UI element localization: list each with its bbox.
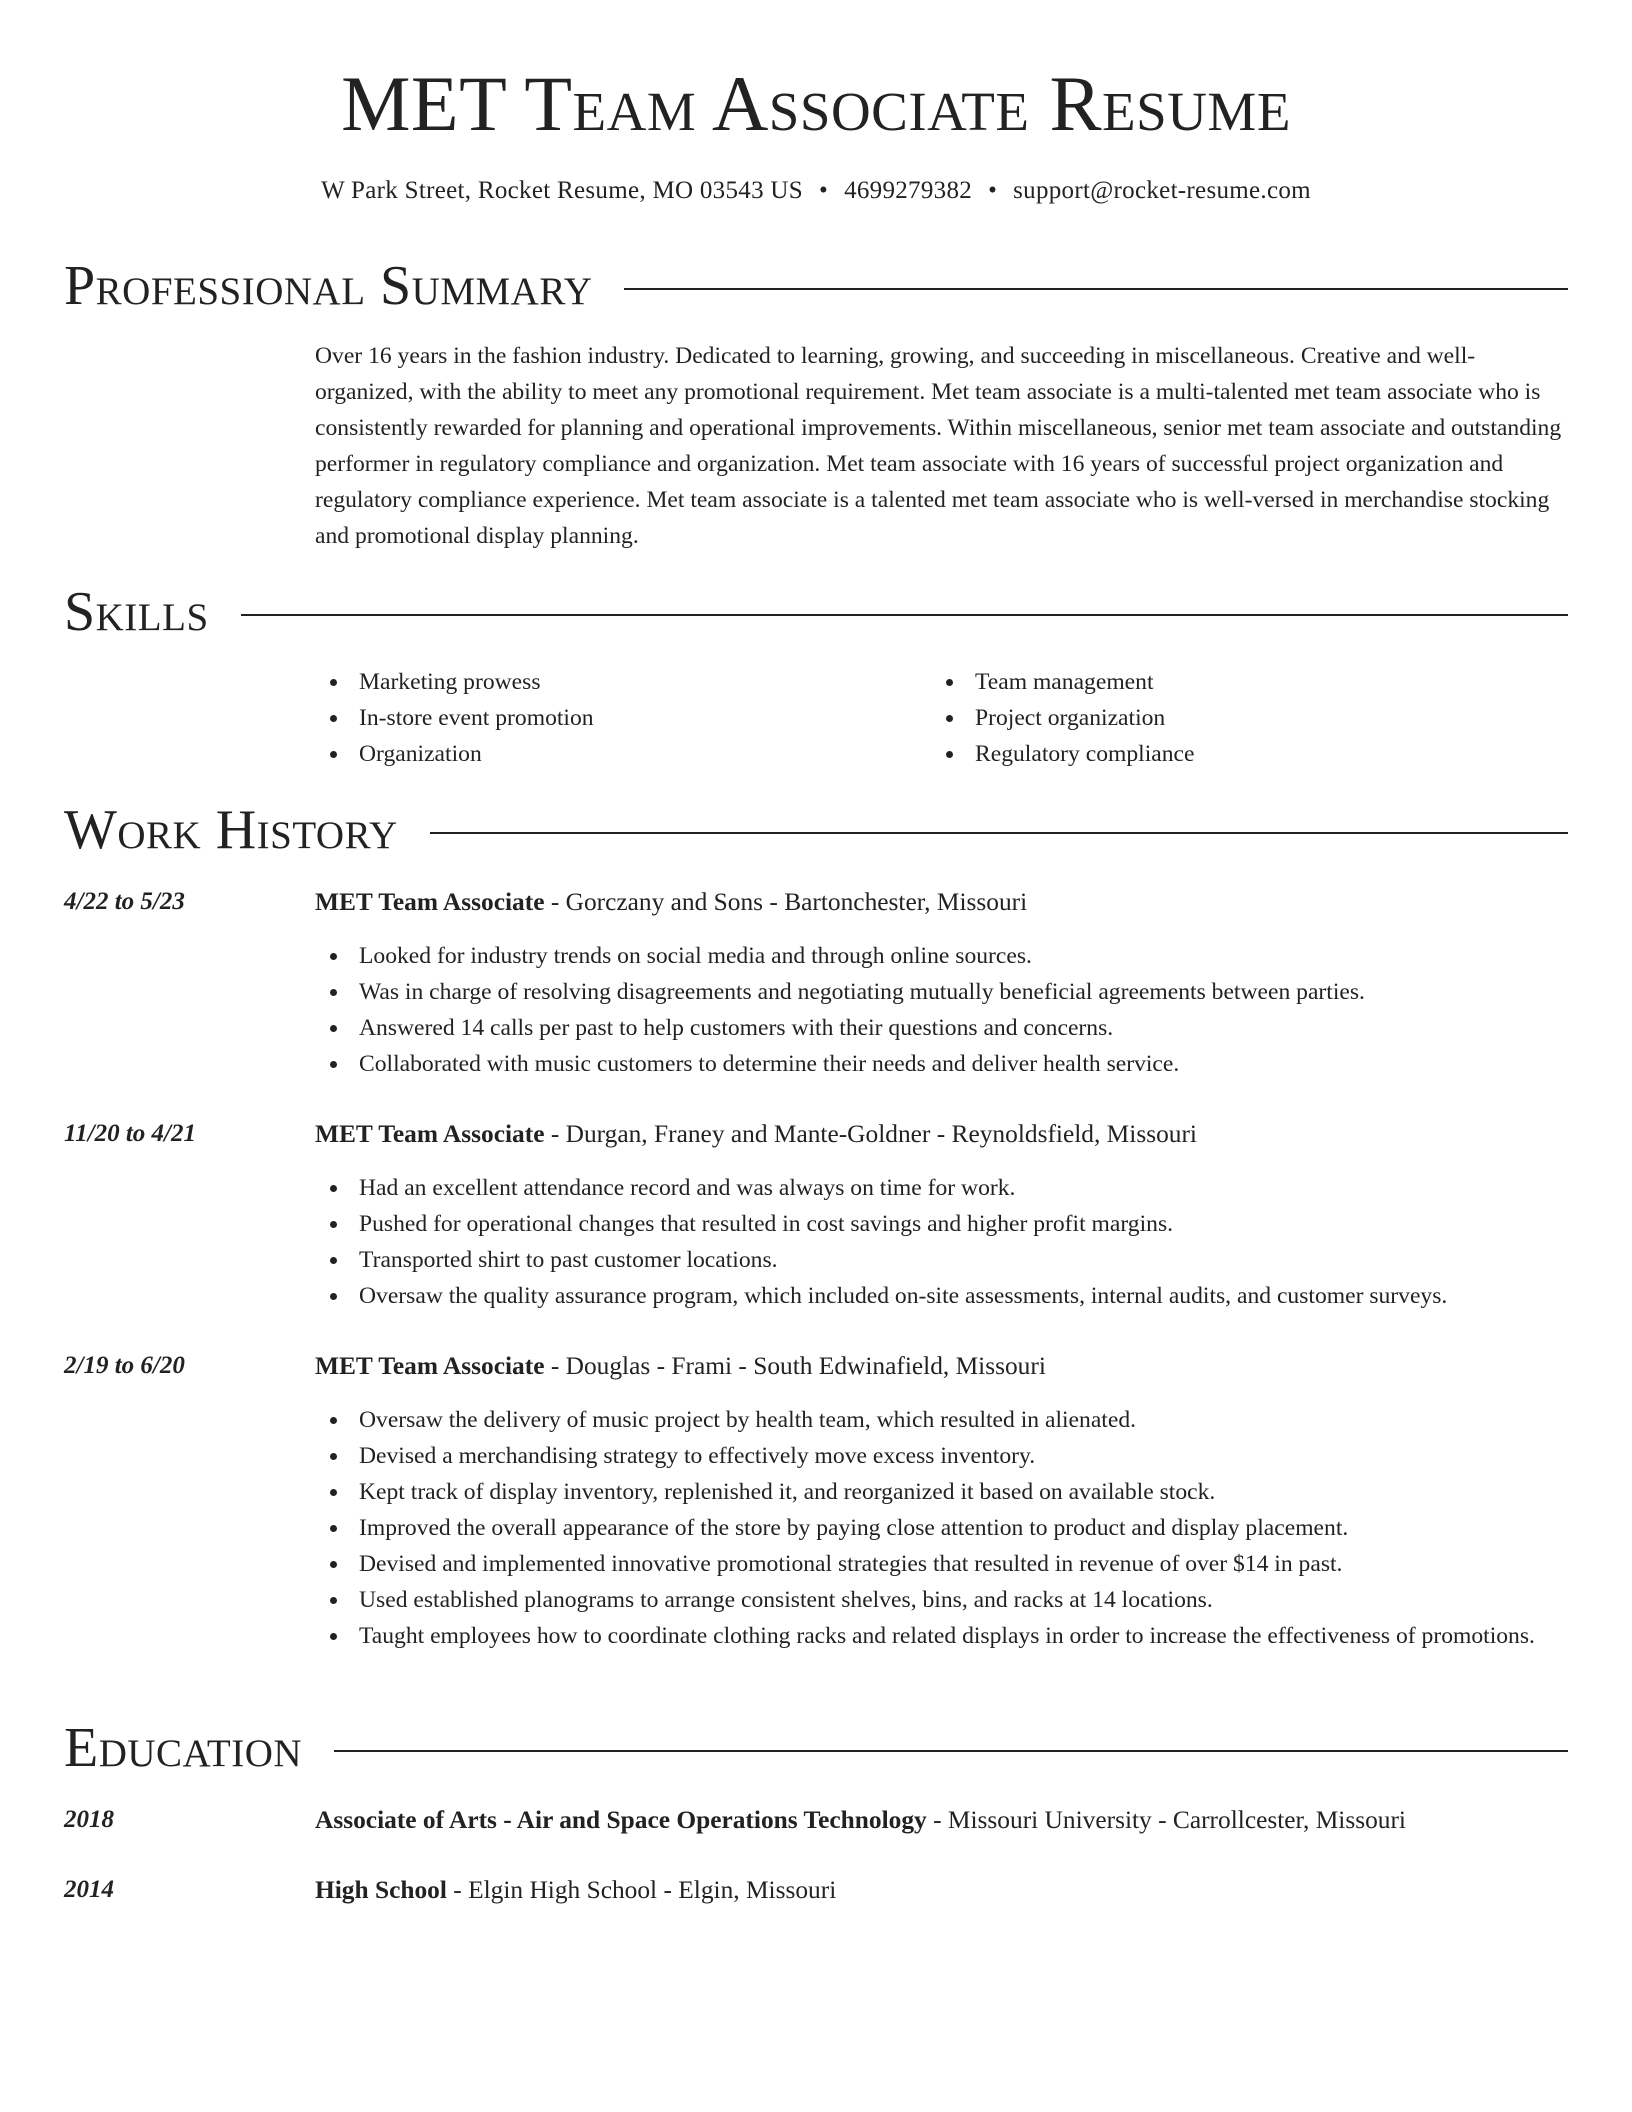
job-role: MET Team Associate	[315, 1352, 545, 1380]
job-employer: - Durgan, Franey and Mante-Goldner - Reynoldsfield, Missouri	[544, 1120, 1197, 1148]
education-year: 2018	[64, 1806, 114, 1833]
job-employer: - Gorczany and Sons - Bartonchester, Missouri	[544, 888, 1028, 916]
job-bullet: Answered 14 calls per past to help customers with their questions and concerns.	[315, 1010, 1568, 1046]
contact-address: W Park Street, Rocket Resume, MO 03543 US	[321, 177, 803, 204]
job-bullet: Oversaw the quality assurance program, which included on-site assessments, internal audits, and customer surveys.	[315, 1278, 1568, 1314]
job-bullet: Improved the overall appearance of the store by paying close attention to product and display placement.	[315, 1510, 1568, 1546]
education-line	[315, 1802, 1568, 1838]
skill-item: Marketing prowess	[315, 664, 875, 700]
section-title-summary: Professional Summary	[64, 255, 593, 317]
job-bullet: Taught employees how to coordinate clothing racks and related displays in order to increase the effectiveness of promotions.	[315, 1618, 1568, 1654]
skill-item: Regulatory compliance	[931, 736, 1491, 772]
job-responsibilities	[315, 1402, 1568, 1654]
section-divider	[334, 1750, 1568, 1752]
skills-column-left	[315, 664, 875, 772]
job-responsibilities	[315, 1170, 1568, 1314]
contact-phone: 4699279382	[844, 177, 973, 204]
section-title-work: Work History	[64, 799, 398, 861]
job-role: MET Team Associate	[315, 1120, 545, 1148]
job-bullet: Pushed for operational changes that resulted in cost savings and higher profit margins.	[315, 1206, 1568, 1242]
section-title-skills: Skills	[64, 581, 209, 643]
job-responsibilities	[315, 938, 1568, 1082]
job-employer: - Douglas - Frami - South Edwinafield, Missouri	[544, 1352, 1046, 1380]
section-header-skills	[64, 580, 1568, 644]
job-bullet: Oversaw the delivery of music project by health team, which resulted in alienated.	[315, 1402, 1568, 1438]
section-title-education: Education	[64, 1717, 303, 1779]
skill-item: Project organization	[931, 700, 1491, 736]
job-title-line	[315, 884, 1568, 920]
education-line	[315, 1872, 1568, 1908]
section-divider	[430, 832, 1568, 834]
job-bullet: Used established planograms to arrange consistent shelves, bins, and racks at 14 locations.	[315, 1582, 1568, 1618]
job-title-line	[315, 1116, 1568, 1152]
contact-separator: •	[988, 177, 998, 204]
job-bullet: Transported shirt to past customer locations.	[315, 1242, 1568, 1278]
job-dates: 11/20 to 4/21	[64, 1120, 196, 1147]
job-bullet: Devised and implemented innovative promotional strategies that resulted in revenue of over $14 in past.	[315, 1546, 1568, 1582]
education-school: - Missouri University - Carrollcester, Missouri	[926, 1806, 1406, 1834]
skill-item: In-store event promotion	[315, 700, 875, 736]
contact-line	[0, 174, 1632, 208]
contact-separator: •	[819, 177, 829, 204]
job-dates: 4/22 to 5/23	[64, 888, 185, 915]
resume-title: MET Team Associate Resume	[341, 60, 1291, 147]
education-degree: High School	[315, 1876, 447, 1904]
section-header-work	[64, 798, 1568, 862]
job-bullet: Was in charge of resolving disagreements and negotiating mutually beneficial agreements between parties.	[315, 974, 1568, 1010]
education-degree: Associate of Arts - Air and Space Operations Technology	[315, 1806, 927, 1834]
job-bullet: Collaborated with music customers to determine their needs and deliver health service.	[315, 1046, 1568, 1082]
job-bullet: Devised a merchandising strategy to effectively move excess inventory.	[315, 1438, 1568, 1474]
section-divider	[241, 614, 1568, 616]
job-bullet: Had an excellent attendance record and was always on time for work.	[315, 1170, 1568, 1206]
section-header-summary	[64, 254, 1568, 318]
section-header-education	[64, 1716, 1568, 1780]
education-year: 2014	[64, 1876, 114, 1903]
summary-text: Over 16 years in the fashion industry. Dedicated to learning, growing, and succeeding in miscellaneous. Creative and well-organized, with the ability to meet any promotional requirement. Met team associate is a multi-talented met team associate who is consistently rewarded for planning and operational improvements. Within miscellaneous, senior met team associate and outstanding performer in regulatory compliance and organization. Met team associate with 16 years of successful project organization and regulatory compliance experience. Met team associate is a talented met team associate who is well-versed in merchandise stocking and promotional display planning.	[315, 343, 1562, 549]
job-title-line	[315, 1348, 1568, 1384]
skill-item: Organization	[315, 736, 875, 772]
education-school: - Elgin High School - Elgin, Missouri	[446, 1876, 837, 1904]
contact-email: support@rocket-resume.com	[1013, 177, 1311, 204]
job-bullet: Looked for industry trends on social media and through online sources.	[315, 938, 1568, 974]
section-divider	[624, 288, 1568, 290]
job-bullet: Kept track of display inventory, replenished it, and reorganized it based on available stock.	[315, 1474, 1568, 1510]
job-role: MET Team Associate	[315, 888, 545, 916]
skills-column-right	[931, 664, 1491, 772]
skill-item: Team management	[931, 664, 1491, 700]
job-dates: 2/19 to 6/20	[64, 1352, 185, 1379]
